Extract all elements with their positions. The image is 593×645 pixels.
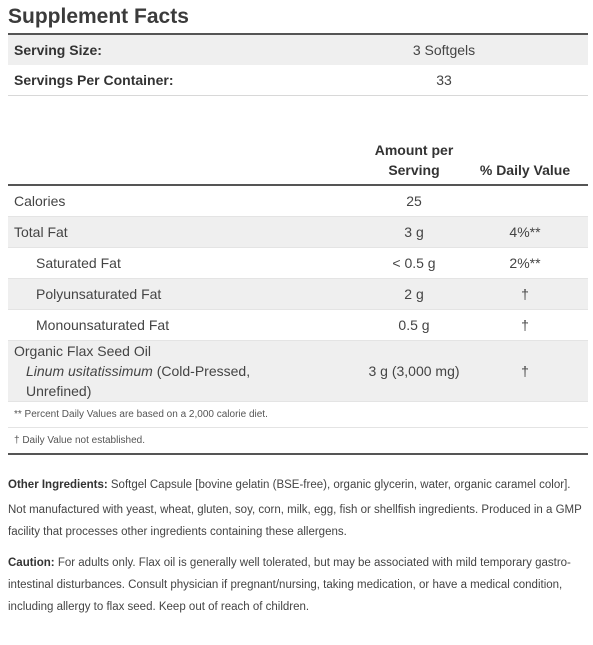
amount-header — [366, 140, 462, 180]
footnote-percent-dv: ** Percent Daily Values are based on a 2,000 calorie diet. — [8, 402, 588, 428]
caution-label: Caution: — [8, 557, 55, 569]
amount-header-line1: Amount per — [374, 142, 454, 158]
nutrient-amount: 0.5 g — [398, 317, 430, 333]
nutrient-amount: < 0.5 g — [392, 255, 436, 271]
allergen-note: Not manufactured with yeast, wheat, gluten, soy, corn, milk, egg, fish or shellfish ingredients. Produced in a GMP facility that processes other ingredients containing these allergens. — [8, 504, 582, 538]
nutrient-name: Total Fat — [14, 224, 68, 240]
amount-header-line2: Serving — [388, 162, 440, 178]
other-ingredients-text: Softgel Capsule [bovine gelatin (BSE-free), organic glycerin, water, organic caramel color]. — [107, 479, 571, 491]
nutrient-name: Polyunsaturated Fat — [36, 286, 162, 302]
serving-size-value: 3 Softgels — [412, 42, 476, 58]
nutrient-dv: 4%** — [509, 224, 541, 240]
table-row-monounsaturated-fat — [8, 310, 588, 341]
nutrient-amount: 25 — [406, 193, 422, 209]
caution-text: For adults only. Flax oil is generally well tolerated, but may be associated with mild temporary gastro-intestinal disturbances. Consult physician if pregnant/nursing, taking medication, or have a medical condition, including allergy to flax seed. Keep out of reach of children. — [8, 557, 571, 613]
nutrient-amount: 2 g — [404, 286, 424, 302]
nutrient-dv: † — [521, 363, 529, 379]
nutrient-dv: 2%** — [509, 255, 541, 271]
table-row-polyunsaturated-fat — [8, 279, 588, 310]
nutrient-name: Calories — [14, 193, 66, 209]
flax-detail: (Cold-Pressed, — [152, 363, 251, 379]
serving-size-label: Serving Size: — [14, 42, 102, 58]
table-row-calories — [8, 186, 588, 217]
servings-per-container-row — [8, 65, 588, 95]
panel-title: Supplement Facts — [8, 0, 588, 35]
table-row-saturated-fat — [8, 248, 588, 279]
nutrient-name: Monounsaturated Fat — [36, 317, 170, 333]
servings-per-container-value: 33 — [436, 72, 452, 88]
other-ingredients — [8, 474, 588, 496]
nutrient-dv: † — [521, 286, 529, 302]
nutrient-dv: † — [521, 317, 529, 333]
flax-latin: Linum usitatissimum — [26, 363, 153, 379]
caution-note — [8, 552, 588, 618]
nutrient-name: Saturated Fat — [36, 255, 121, 271]
daily-value-header: % Daily Value — [479, 162, 571, 178]
table-row-flax-seed-oil — [8, 341, 588, 402]
flax-name: Organic Flax Seed Oil — [14, 343, 151, 359]
section-divider — [8, 95, 588, 138]
flax-latin-line — [14, 361, 366, 381]
serving-size-row — [8, 35, 588, 65]
supplement-facts-panel — [8, 0, 588, 618]
nutrient-name — [8, 341, 366, 401]
table-header — [8, 138, 588, 186]
other-ingredients-label: Other Ingredients: — [8, 479, 108, 491]
servings-per-container-label: Servings Per Container: — [14, 72, 174, 88]
nutrient-amount: 3 g (3,000 mg) — [368, 363, 460, 379]
nutrient-amount: 3 g — [404, 224, 424, 240]
footnote-not-established: † Daily Value not established. — [8, 428, 588, 455]
table-row-total-fat — [8, 217, 588, 248]
flax-detail-line2: Unrefined) — [26, 383, 92, 399]
